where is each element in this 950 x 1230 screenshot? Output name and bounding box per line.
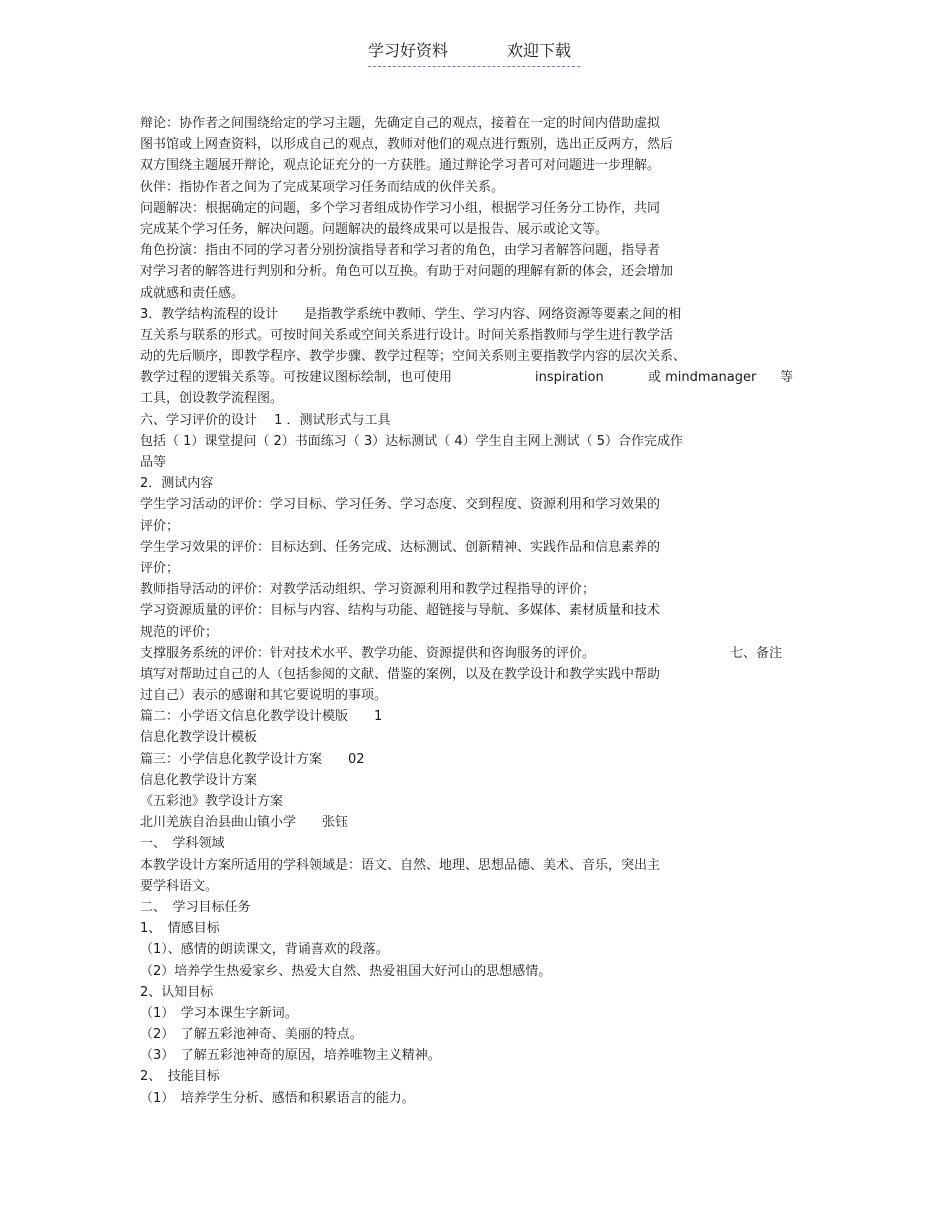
text-line: 对学习者的解答进行判别和分析。角色可以互换。有助于对问题的理解有新的体会，还会增加: [140, 264, 674, 280]
section-remarks-heading: 七、备注: [730, 645, 783, 661]
text-line: （3） 了解五彩池神奇的原因，培养唯物主义精神。: [140, 1048, 441, 1064]
text-line: 信息化教学设计模板: [140, 730, 258, 746]
text-line: 评价；: [140, 560, 180, 576]
text-line: 篇二：小学语文信息化教学设计模版 1: [140, 709, 383, 725]
text-line: 规范的评价；: [140, 624, 219, 640]
text-line: 工具，创设教学流程图。: [140, 391, 284, 407]
text-line: 学生学习活动的评价：学习目标、学习任务、学习态度、交到程度、资源利用和学习效果的: [140, 497, 661, 513]
text-segment: 教学过程的逻辑关系等。可按建议图标绘制，也可使用: [140, 370, 453, 386]
text-line: 2、 技能目标: [140, 1069, 220, 1085]
text-line: 动的先后顺序，即教学程序、教学步骤、教学过程等；空间关系则主要指教学内容的层次关系、: [140, 349, 687, 365]
tool-inspiration: inspiration: [535, 370, 604, 386]
text-segment-end: 等: [780, 370, 794, 386]
text-line: 六、学习评价的设计 1 ．测试形式与工具: [140, 412, 391, 428]
text-line: 角色扮演：指由不同的学习者分别扮演指导者和学习者的角色，由学习者解答问题，指导者: [140, 243, 661, 259]
text-line: 要学科语文。: [140, 878, 219, 894]
text-segment: 支撑服务系统的评价：针对技术水平、教学功能、资源提供和咨询服务的评价。: [140, 645, 596, 661]
text-line: 包括（ 1）课堂提问（ 2）书面练习（ 3）达标测试（ 4）学生自主网上测试（ 5）合作完成作: [140, 433, 684, 449]
text-line: （1） 学习本课生字新词。: [140, 1005, 298, 1021]
text-line: 互关系与联系的形式。可按时间关系或空间关系进行设计。时间关系指教师与学生进行教学活: [140, 327, 674, 343]
text-line: 完成某个学习任务，解决问题。问题解决的最终成果可以是报告、展示或论文等。: [140, 221, 609, 237]
text-line: 篇三：小学信息化教学设计方案 02: [140, 751, 365, 767]
header-left-text: 学习好资料: [368, 41, 449, 60]
text-line: 伙伴：指协作者之间为了完成某项学习任务而结成的伙伴关系。: [140, 179, 505, 195]
document-body: [140, 113, 800, 1109]
text-line: 学习资源质量的评价：目标与内容、结构与功能、超链接与导航、多媒体、素材质量和技术: [140, 603, 661, 619]
text-line: （2） 了解五彩池神奇、美丽的特点。: [140, 1027, 363, 1043]
text-line-tools: [140, 367, 800, 388]
text-line: （2）培养学生热爱家乡、热爱大自然、热爱祖国大好河山的思想感情。: [140, 963, 552, 979]
text-line: 一、 学科领域: [140, 836, 225, 852]
text-line: 学生学习效果的评价：目标达到、任务完成、达标测试、创新精神、实践作品和信息素养的: [140, 539, 661, 555]
text-line: 1、 情感目标: [140, 921, 220, 937]
page-header: [368, 40, 580, 67]
text-line: 3．教学结构流程的设计 是指教学系统中教师、学生、学习内容、网络资源等要素之间的相: [140, 306, 682, 322]
text-line: 评价；: [140, 518, 180, 534]
text-line: 辩论：协作者之间围绕给定的学习主题，先确定自己的观点，接着在一定的时间内借助虚拟: [140, 116, 661, 131]
text-line: 教师指导活动的评价：对教学活动组织、学习资源利用和教学过程指导的评价；: [140, 582, 596, 598]
text-line: 成就感和责任感。: [140, 285, 245, 301]
text-line: （1） 培养学生分析、感悟和积累语言的能力。: [140, 1090, 415, 1106]
text-line: 填写对帮助过自己的人（包括参阅的文献、借鉴的案例，以及在教学设计和教学实践中帮助: [140, 666, 661, 682]
text-line: 本教学设计方案所适用的学科领域是：语文、自然、地理、思想品德、美术、音乐，突出主: [140, 857, 661, 873]
tool-mindmanager: 或 mindmanager: [648, 370, 757, 386]
header-right-text: 欢迎下载: [507, 41, 572, 60]
text-line: 2、认知目标: [140, 984, 214, 1000]
text-line: 信息化教学设计方案: [140, 772, 258, 788]
text-line: 图书馆或上网查资料，以形成自己的观点，教师对他们的观点进行甄别，选出正反两方，然后: [140, 137, 674, 153]
text-line: （1）、感情的朗读课文，背诵喜欢的段落。: [140, 942, 389, 958]
text-line: 二、 学习目标任务: [140, 899, 251, 915]
text-line: 2．测试内容: [140, 476, 214, 492]
text-line: 《五彩池》教学设计方案: [140, 794, 284, 809]
text-line: 过自己）表示的感谢和其它要说明的事项。: [140, 688, 388, 704]
text-line: 品等: [140, 455, 167, 470]
text-line: 双方围绕主题展开辩论，观点论证充分的一方获胜。通过辩论学习者可对问题进一步理解。: [140, 158, 661, 174]
text-line-remarks: [140, 643, 800, 664]
text-line: 北川羌族自治县曲山镇小学 张钰: [140, 815, 349, 831]
text-line: 问题解决：根据确定的问题，多个学习者组成协作学习小组，根据学习任务分工协作，共同: [140, 200, 661, 216]
